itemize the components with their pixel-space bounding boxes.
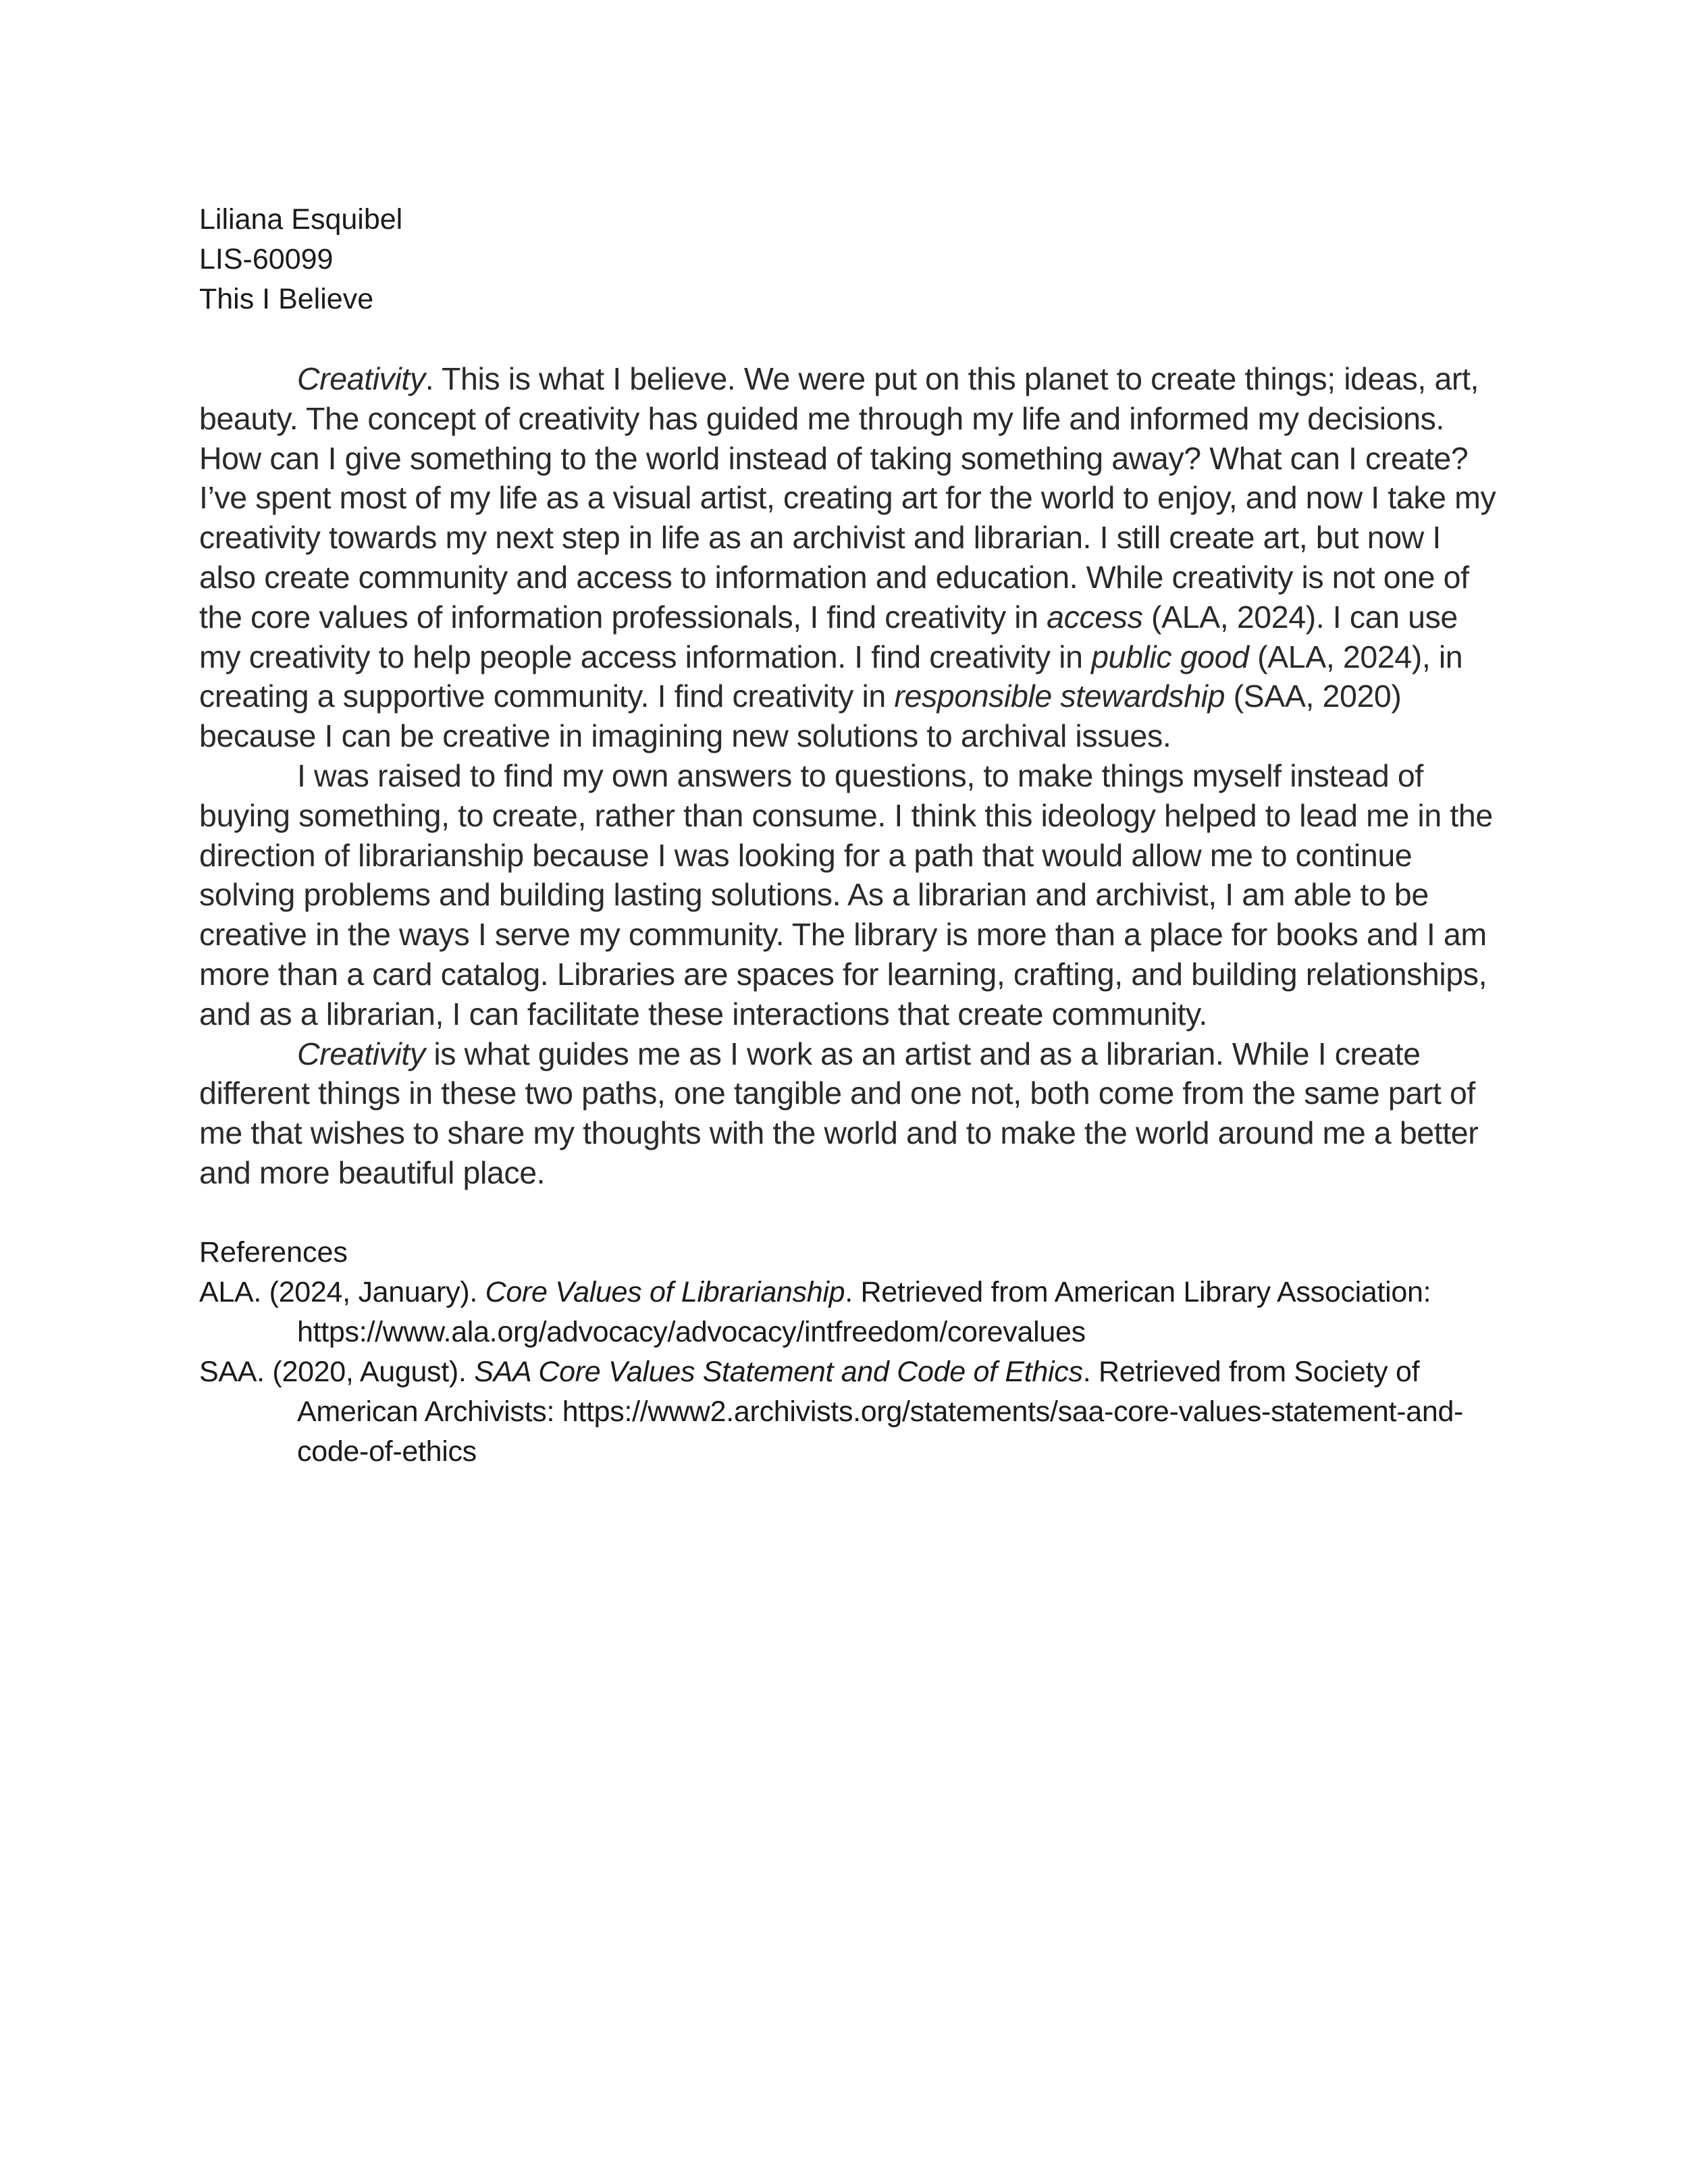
paragraph-text: (ALA, 2024). I can use my creativity to help people access information. I find creativity in [199, 599, 1458, 674]
document-header [199, 200, 1502, 319]
italic-term: responsible stewardship [894, 678, 1225, 714]
essay-paragraph-3 [199, 1034, 1502, 1193]
paragraph-text: (ALA, 2024), in creating a supportive community. I find creativity in [199, 639, 1463, 714]
italic-term: Creativity [297, 1036, 425, 1071]
reference-item [199, 1273, 1502, 1352]
essay-paragraph-2: I was raised to find my own answers to questions, to make things myself instead of buying something, to create, rather than consume. I think this ideology helped to lead me in the direction of librarianship because I was looking for a path that would allow me to continue solving problems and building lasting solutions. As a librarian and archivist, I am able to be creative in the ways I serve my community. The library is more than a place for books and I am more than a card catalog. Libraries are spaces for learning, crafting, and building relationships, and as a librarian, I can facilitate these interactions that create community. [199, 757, 1493, 1032]
reference-item [199, 1352, 1502, 1472]
references-section [199, 1233, 1502, 1472]
paragraph-text: is what guides me as I work as an artist and as a librarian. While I create different things in these two paths, one tangible and one not, both come from the same part of me that wishes to share my thoughts with the world and to make the world around me a better and more beautiful place. [199, 1036, 1479, 1190]
italic-term: Creativity [297, 361, 425, 396]
italic-term: access [1047, 599, 1143, 635]
essay-title: This I Believe [199, 283, 374, 315]
reference-title: SAA Core Values Statement and Code of Ethics [474, 1355, 1083, 1388]
reference-title: Core Values of Librarianship [485, 1275, 845, 1308]
essay-paragraph-1 [199, 359, 1502, 756]
essay-body [199, 359, 1502, 1193]
reference-suffix: . Retrieved from Society of American Archivists: https://www2.archivists.org/statements/saa-core-values-statement-and-code-of-ethics [297, 1355, 1464, 1468]
reference-prefix: SAA. (2020, August). [199, 1355, 475, 1388]
author-name: Liliana Esquibel [199, 203, 403, 236]
reference-prefix: ALA. (2024, January). [199, 1275, 485, 1308]
reference-suffix: . Retrieved from American Library Association: https://www.ala.org/advocacy/advocacy/intfreedom/corevalues [297, 1275, 1431, 1348]
italic-term: public good [1091, 639, 1249, 674]
paragraph-text: (SAA, 2020) because I can be creative in imagining new solutions to archival issues. [199, 678, 1402, 754]
references-heading: References [199, 1235, 348, 1269]
paragraph-text: . This is what I believe. We were put on this planet to create things; ideas, art, beauty. The concept of creativity has guided me through my life and informed my decisions. How can I give something to the world instead of taking something away? What can I create? I’ve spent most of my life as a visual artist, creating art for the world to enjoy, and now I take my creativity towards my next step in life as an archivist and librarian. I still create art, but now I also create community and access to information and education. While creativity is not one of the core values of information professionals, I find creativity in [199, 361, 1496, 635]
course-code: LIS-60099 [199, 243, 334, 275]
document-page [199, 200, 1502, 1472]
